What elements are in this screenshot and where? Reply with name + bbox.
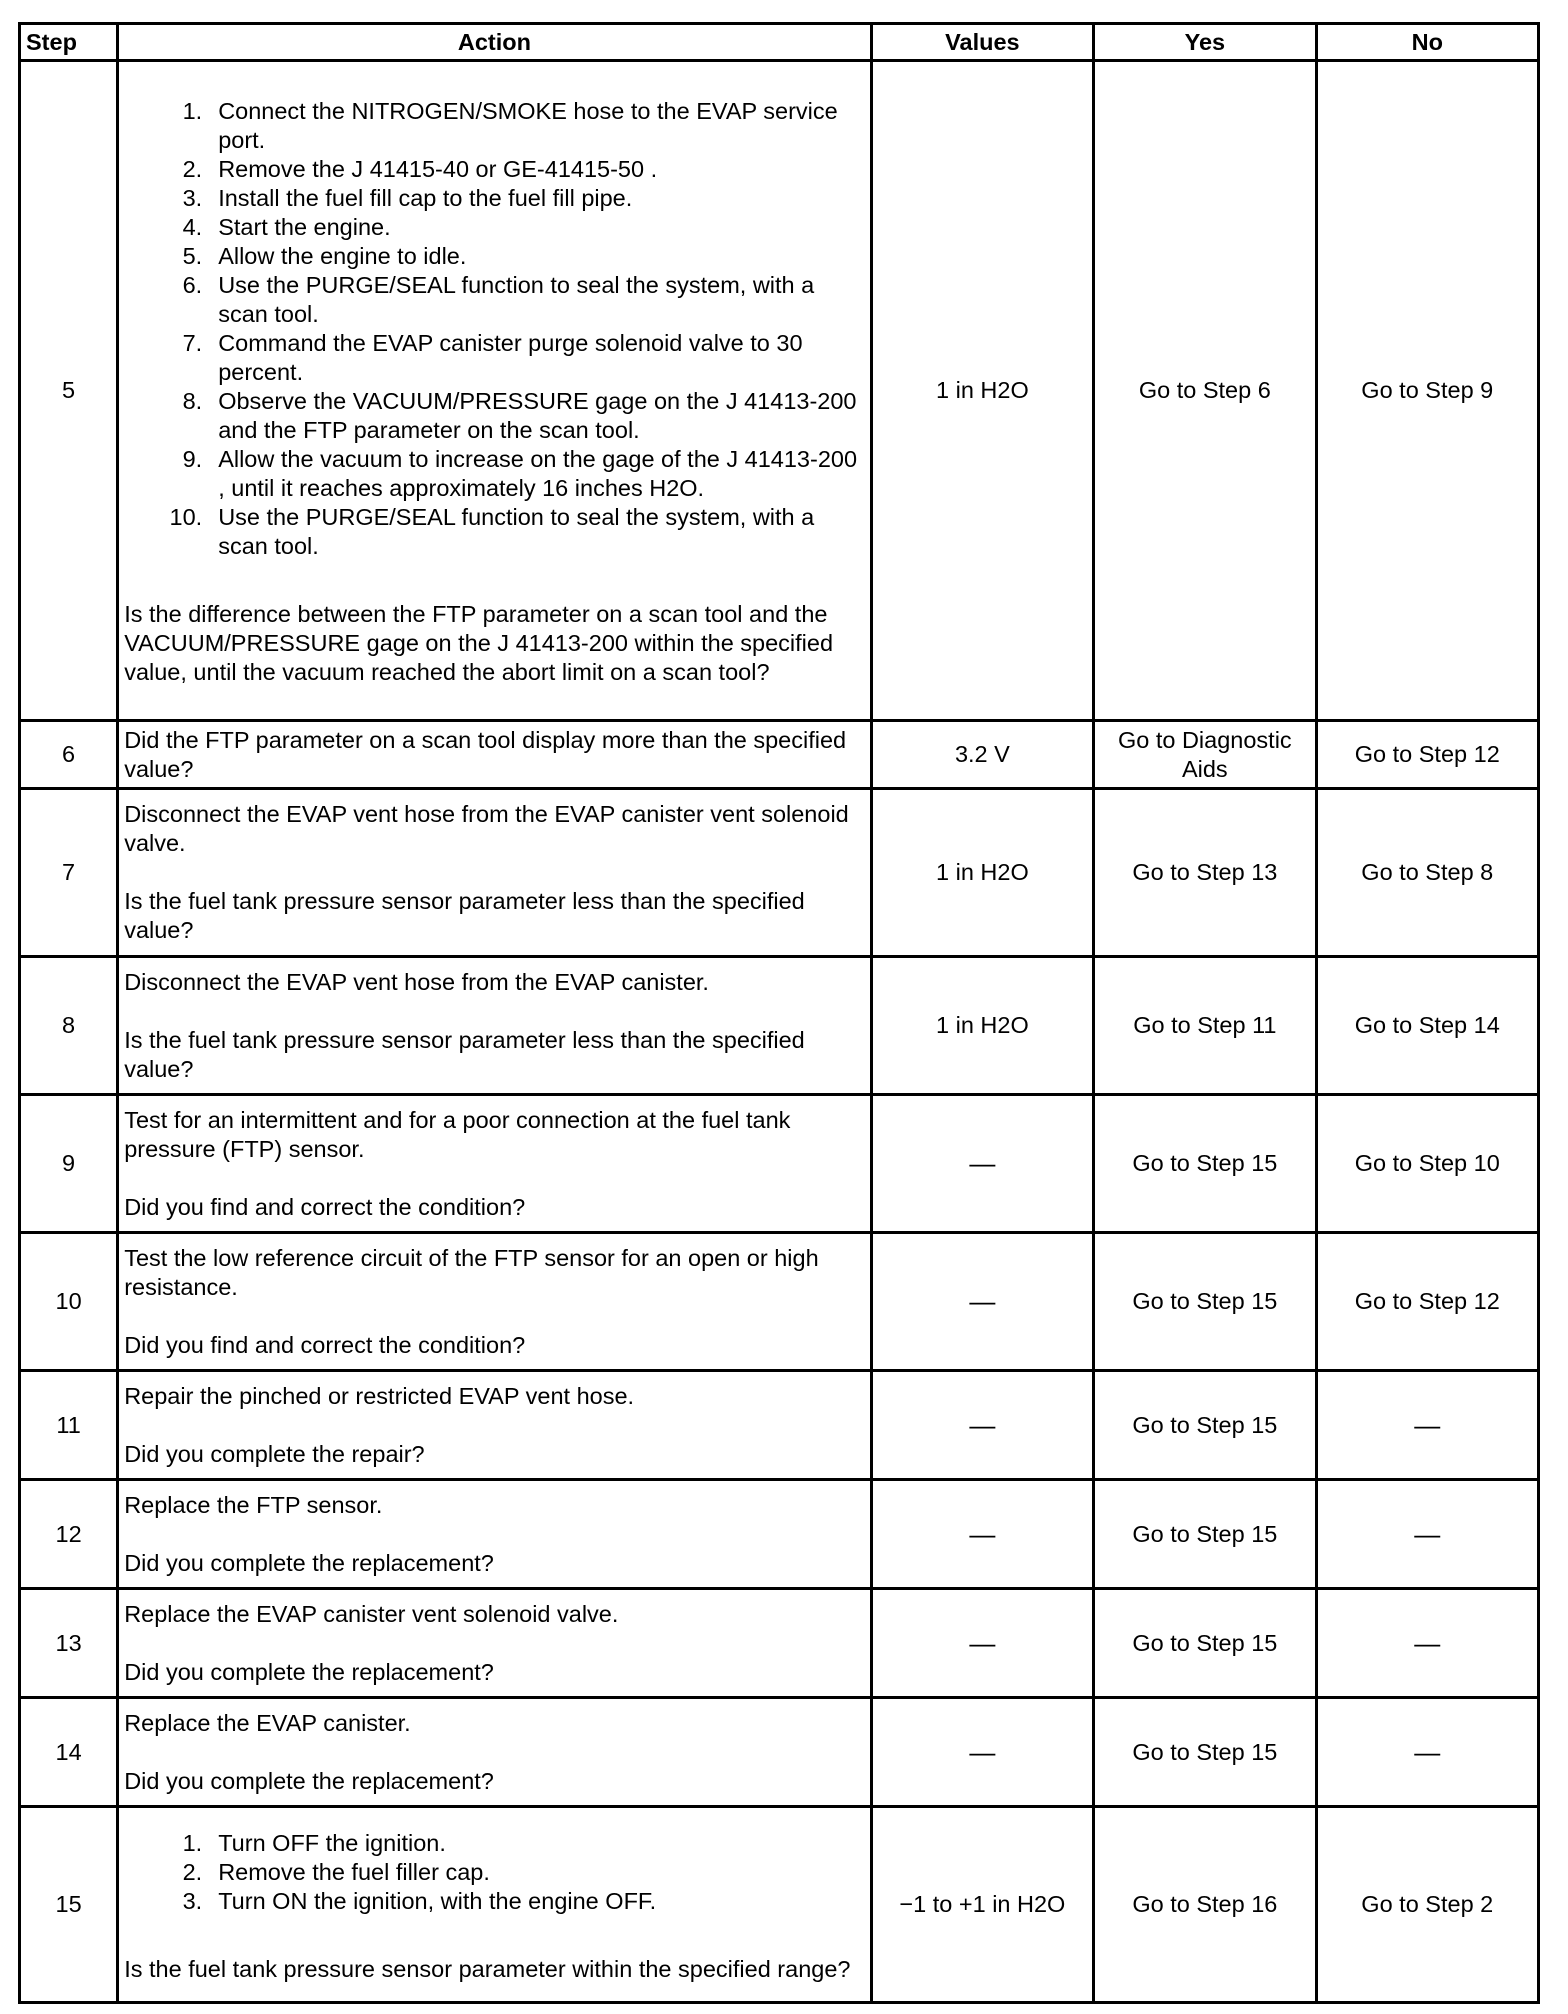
table-row (20, 1698, 1539, 1807)
step-number: 5 (20, 61, 118, 721)
no-cell: Go to Step 2 (1316, 1807, 1538, 2003)
diagnostic-table (18, 22, 1540, 2004)
step-number: 11 (20, 1371, 118, 1480)
action-cell (118, 1480, 871, 1589)
header-yes: Yes (1094, 24, 1316, 61)
table-row (20, 721, 1539, 789)
action-cell (118, 1371, 871, 1480)
yes-cell: Go to Step 15 (1094, 1480, 1316, 1589)
no-cell: Go to Step 14 (1316, 957, 1538, 1095)
yes-cell: Go to Step 16 (1094, 1807, 1316, 2003)
no-cell: — (1316, 1371, 1538, 1480)
header-no: No (1316, 24, 1538, 61)
list-item: 10. Use the PURGE/SEAL function to seal the system, with a scan tool. (169, 504, 815, 559)
value-cell: 3.2 V (871, 721, 1093, 789)
action-text: Test the low reference circuit of the FTP sensor for an open or high resistance. (124, 1244, 819, 1300)
value-cell: — (871, 1589, 1093, 1698)
table-row (20, 1233, 1539, 1371)
list-item: 1. Connect the NITROGEN/SMOKE hose to the EVAP service port. (182, 98, 838, 153)
value-cell: — (871, 1698, 1093, 1807)
action-question: Did you complete the replacement? (124, 1549, 494, 1576)
table-row (20, 1807, 1539, 2003)
step-number: 10 (20, 1233, 118, 1371)
value-cell: 1 in H2O (871, 957, 1093, 1095)
step-number: 15 (20, 1807, 118, 2003)
action-cell (118, 1807, 871, 2003)
numbered-list (124, 1829, 864, 1916)
list-item: 1. Turn OFF the ignition. (182, 1829, 446, 1856)
list-item: 5. Allow the engine to idle. (182, 243, 467, 269)
action-question: Did you find and correct the condition? (124, 1193, 526, 1220)
no-cell: Go to Step 9 (1316, 61, 1538, 721)
list-item: 2. Remove the fuel filler cap. (182, 1858, 490, 1885)
action-question: Is the fuel tank pressure sensor parameter less than the specified value? (124, 1026, 805, 1082)
action-text: Disconnect the EVAP vent hose from the EVAP canister vent solenoid valve. (124, 801, 849, 856)
value-cell: 1 in H2O (871, 789, 1093, 957)
step-number: 14 (20, 1698, 118, 1807)
table-row (20, 61, 1539, 721)
action-text: Repair the pinched or restricted EVAP vent hose. (124, 1382, 635, 1409)
yes-cell: Go to Step 6 (1094, 61, 1316, 721)
list-item: 9. Allow the vacuum to increase on the gage of the J 41413-200 , until it reaches approximately 16 inches H2O. (182, 446, 858, 501)
step-number: 8 (20, 957, 118, 1095)
action-text: Replace the EVAP canister. (124, 1709, 411, 1736)
list-item: 6. Use the PURGE/SEAL function to seal the system, with a scan tool. (182, 272, 815, 327)
table-row (20, 1480, 1539, 1589)
list-item: 2. Remove the J 41415-40 or GE-41415-50 . (182, 156, 658, 182)
list-item: 7. Command the EVAP canister purge solenoid valve to 30 percent. (182, 330, 803, 385)
action-question: Did you complete the replacement? (124, 1767, 494, 1794)
header-step: Step (20, 24, 118, 61)
table-row (20, 1371, 1539, 1480)
no-cell: Go to Step 12 (1316, 1233, 1538, 1371)
table-row (20, 957, 1539, 1095)
action-text: Disconnect the EVAP vent hose from the EVAP canister. (124, 968, 709, 995)
action-question: Did you complete the replacement? (124, 1658, 494, 1685)
action-cell (118, 61, 871, 721)
action-text: Test for an intermittent and for a poor connection at the fuel tank pressure (FTP) sensor. (124, 1106, 791, 1162)
table-row (20, 1095, 1539, 1233)
action-text: Replace the FTP sensor. (124, 1491, 383, 1518)
step-number: 12 (20, 1480, 118, 1589)
yes-cell: Go to Step 15 (1094, 1095, 1316, 1233)
value-cell: — (871, 1095, 1093, 1233)
yes-cell: Go to Diagnostic Aids (1094, 721, 1316, 789)
no-cell: Go to Step 8 (1316, 789, 1538, 957)
no-cell: — (1316, 1698, 1538, 1807)
header-action: Action (118, 24, 871, 61)
no-cell: — (1316, 1589, 1538, 1698)
no-cell: Go to Step 10 (1316, 1095, 1538, 1233)
action-cell (118, 721, 871, 789)
yes-cell: Go to Step 15 (1094, 1589, 1316, 1698)
action-cell (118, 1095, 871, 1233)
action-cell (118, 1233, 871, 1371)
action-question: Did you find and correct the condition? (124, 1331, 526, 1358)
action-text: Replace the EVAP canister vent solenoid valve. (124, 1600, 619, 1627)
action-question: Is the difference between the FTP parameter on a scan tool and the VACUUM/PRESSURE gage on the J 41413-200 within the specified value, until the vacuum reached the abort limit on a scan tool? (124, 601, 834, 685)
header-row (20, 24, 1539, 61)
action-question: Did the FTP parameter on a scan tool display more than the specified value? (124, 726, 847, 782)
value-cell: 1 in H2O (871, 61, 1093, 721)
table-row (20, 1589, 1539, 1698)
numbered-list (124, 97, 864, 561)
list-item: 3. Install the fuel fill cap to the fuel fill pipe. (182, 185, 633, 211)
yes-cell: Go to Step 15 (1094, 1233, 1316, 1371)
step-number: 13 (20, 1589, 118, 1698)
value-cell: — (871, 1371, 1093, 1480)
list-item: 3. Turn ON the ignition, with the engine OFF. (182, 1887, 657, 1914)
action-cell (118, 1589, 871, 1698)
yes-cell: Go to Step 15 (1094, 1698, 1316, 1807)
step-number: 6 (20, 721, 118, 789)
no-cell: Go to Step 12 (1316, 721, 1538, 789)
yes-cell: Go to Step 13 (1094, 789, 1316, 957)
value-cell: — (871, 1480, 1093, 1589)
action-question: Is the fuel tank pressure sensor parameter within the specified range? (124, 1955, 851, 1982)
action-cell (118, 789, 871, 957)
table-row (20, 789, 1539, 957)
yes-cell: Go to Step 11 (1094, 957, 1316, 1095)
value-cell: −1 to +1 in H2O (871, 1807, 1093, 2003)
list-item: 4. Start the engine. (182, 214, 391, 240)
no-cell: — (1316, 1480, 1538, 1589)
header-values: Values (871, 24, 1093, 61)
action-cell (118, 957, 871, 1095)
action-question: Is the fuel tank pressure sensor parameter less than the specified value? (124, 888, 805, 943)
yes-cell: Go to Step 15 (1094, 1371, 1316, 1480)
list-item: 8. Observe the VACUUM/PRESSURE gage on the J 41413-200 and the FTP parameter on the scan tool. (182, 388, 857, 443)
step-number: 7 (20, 789, 118, 957)
action-cell (118, 1698, 871, 1807)
step-number: 9 (20, 1095, 118, 1233)
value-cell: — (871, 1233, 1093, 1371)
action-question: Did you complete the repair? (124, 1440, 425, 1467)
